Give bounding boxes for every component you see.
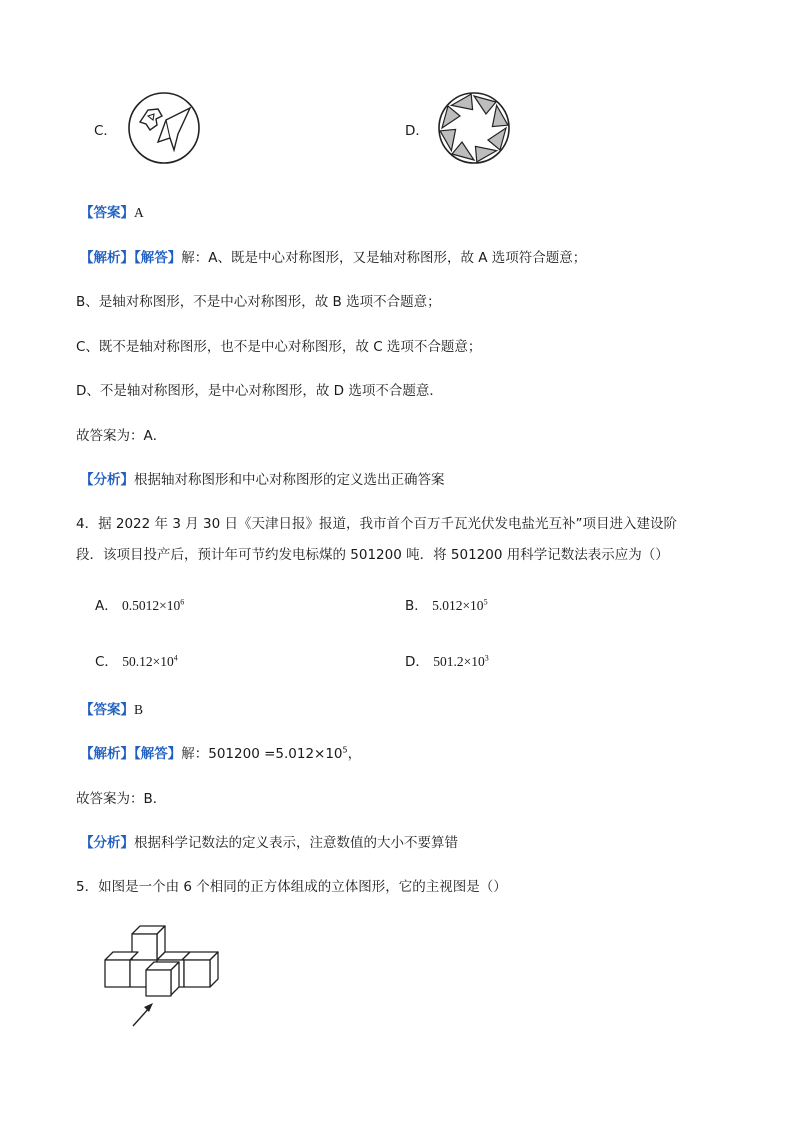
q4-analysis-line <box>80 742 361 762</box>
q4-answer-tag: 【答案】 <box>80 702 134 718</box>
q4-stem-line2: 段．该项目投产后，预计年可节约发电标煤的 501200 吨．将 501200 用科学记数法表示应为（） <box>76 547 669 563</box>
q4-analysis-tag: 【解析】【解答】 <box>80 746 182 762</box>
analysis-line <box>80 246 586 266</box>
answer-value: A <box>134 205 144 220</box>
q4-fenxi-text: 根据科学记数法的定义表示，注意数值的大小不要算错 <box>134 835 458 851</box>
q4-answer-value: B <box>134 702 144 717</box>
analysis-tag: 【解析】【解答】 <box>80 250 182 266</box>
fenxi-line <box>80 468 445 488</box>
q4-option-d <box>405 650 489 670</box>
q4-option-a-value: $0.5012\times 10^6$ <box>122 597 185 613</box>
q4-analysis-text: 解：$501200 =5.012\times 10^5$， <box>181 745 362 762</box>
analysis-line-c: C、既不是轴对称图形，也不是中心对称图形，故 C 选项不合题意； <box>76 339 482 355</box>
q4-fenxi-tag: 【分析】 <box>80 835 134 851</box>
analysis-text: 解：A、既是中心对称图形，又是轴对称图形，故 A 选项符合题意； <box>181 250 587 266</box>
q5-cube-figure <box>100 924 224 1030</box>
q4-option-b-label: B． <box>405 598 428 614</box>
conclusion: 故答案为：A． <box>76 428 167 444</box>
option-d-figure <box>436 92 514 164</box>
q4-answer-line <box>80 698 143 718</box>
analysis-line-b: B、是轴对称图形，不是中心对称图形，故 B 选项不合题意； <box>76 294 441 310</box>
q4-stem-line1: 4．据 2022 年 3 月 30 日《天津日报》报道，我市首个百万千瓦光伏发电盐光互补”项目进入建设阶 <box>76 516 677 532</box>
fenxi-tag: 【分析】 <box>80 472 134 488</box>
option-d-label: D． <box>405 123 429 139</box>
q4-option-d-value: $501.2\times 10^3$ <box>433 653 489 669</box>
option-c-figure <box>126 92 204 164</box>
q4-option-a-label: A． <box>95 598 118 614</box>
answer-tag: 【答案】 <box>80 205 134 221</box>
fenxi-text: 根据轴对称图形和中心对称图形的定义选出正确答案 <box>134 472 445 488</box>
q4-option-b <box>405 594 488 614</box>
option-c-label: C． <box>94 123 117 139</box>
q4-fenxi-line <box>80 831 458 851</box>
q5-stem: 5．如图是一个由 6 个相同的正方体组成的立体图形，它的主视图是（） <box>76 879 507 895</box>
q4-option-c-value: $50.12\times 10^4$ <box>122 653 178 669</box>
q4-option-c-label: C． <box>95 654 118 670</box>
q4-option-b-value: $5.012\times 10^5$ <box>432 597 488 613</box>
answer-line <box>80 201 144 221</box>
q4-option-c <box>95 650 178 670</box>
analysis-line-d: D、不是轴对称图形，是中心对称图形，故 D 选项不合题意． <box>76 383 443 399</box>
q4-option-a <box>95 594 184 614</box>
q4-option-d-label: D． <box>405 654 429 670</box>
q4-conclusion: 故答案为：B． <box>76 791 167 807</box>
